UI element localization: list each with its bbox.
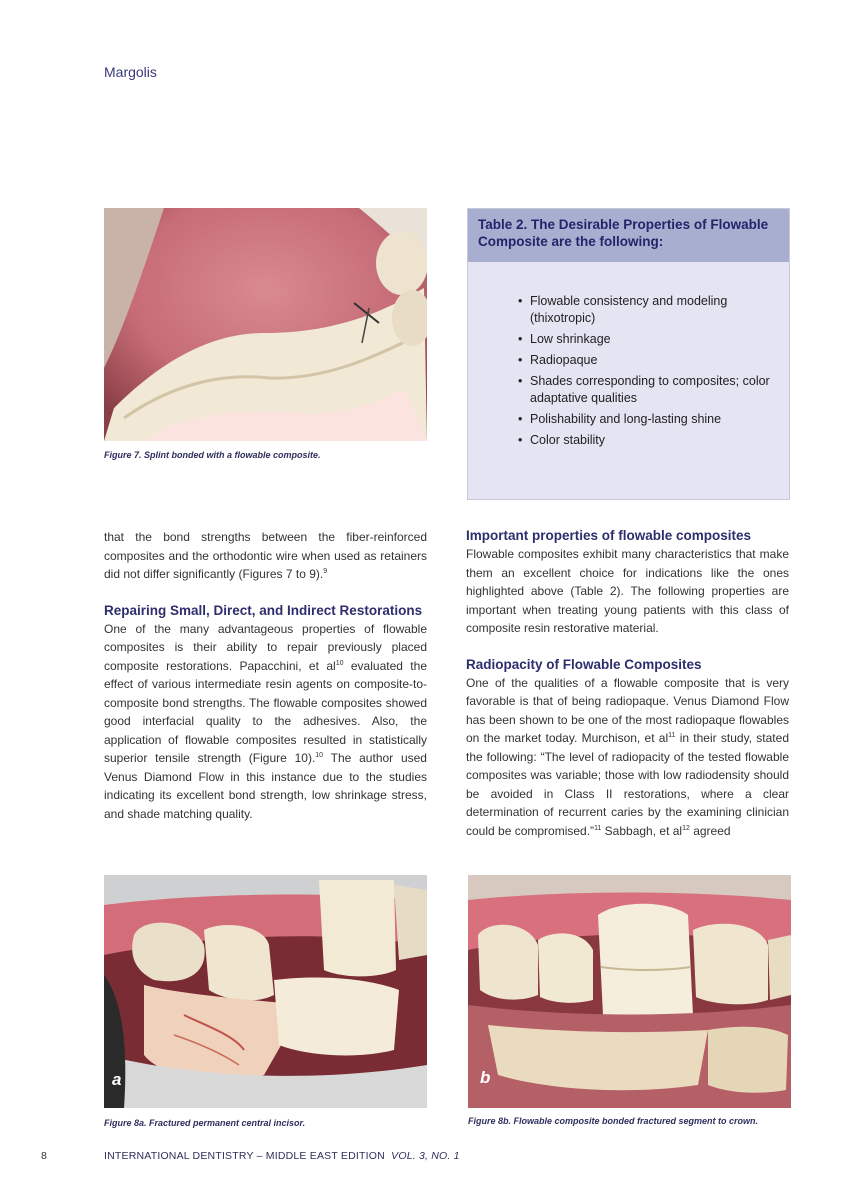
table-2-item: • Color stability [518, 432, 777, 449]
table-2-item: • Shades corresponding to composites; color adaptative qualities [518, 373, 777, 407]
figure-7-photo [104, 208, 427, 441]
section-heading: Important properties of flowable composites [466, 528, 752, 543]
table-2-item: • Radiopaque [518, 352, 777, 369]
table-2-title: Table 2. The Desirable Properties of Flowable Composite are the following: [468, 209, 789, 262]
page-number: 8 [41, 1150, 47, 1162]
figure-7-caption: Figure 7. Splint bonded with a flowable composite. [104, 450, 321, 460]
paragraph: Flowable composites exhibit many characteristics that make them an excellent choice for indications like the ones highlighted above (Table 2). The following properties are important when treating young patients with this class of composite resin restorative material. [466, 547, 789, 635]
figure-8b-photo [468, 875, 791, 1108]
journal-footer: INTERNATIONAL DENTISTRY – MIDDLE EAST EDITION VOL. 3, NO. 1 [104, 1150, 460, 1162]
paragraph: One of the qualities of a flowable composite that is very favorable is that of being radiopaque. Venus Diamond Flow has been shown to be one of the most radiopaque flowables on the market today. Murchison, et $al^{11}$ in their study, stated the following: “The level of radiopacity of the tested flowable composites was variable; those with low radiodensity should be avoided in Class II restorations, where a clear determination of recurrent caries by the examining clinician could be compromised.”$^{11}$ Sabbagh, et $al^{12}$ agreed [466, 675, 789, 838]
paragraph: One of the many advantageous properties of flowable composites is their ability to repair previously placed composite restorations. Papacchini, et $al^{10}$ evaluated the effect of various intermediate resin agents on composite-to-composite bond strengths. The flowable composites showed good interfacial quality to the adhesives. Also, the application of flowable composites resulted in statistically superior tensile strength (Figure 10).$^{10}$ The author used Venus Diamond Flow in this instance due to the studies indicating its excellent bond strength, low shrinkage stress, and shade matching quality. [104, 621, 427, 821]
table-2-box [467, 208, 790, 500]
paragraph: that the bond strengths between the fiber-reinforced composites and the orthodontic wire when used as retainers did not differ significantly (Figures 7 to 9).$^9$ [104, 530, 427, 581]
right-text-column [466, 527, 789, 840]
figure-8a-letter: a [112, 1070, 122, 1089]
figure-8b-caption: Figure 8b. Flowable composite bonded fractured segment to crown. [468, 1116, 759, 1126]
running-header-author: Margolis [104, 64, 157, 80]
figure-8b-letter: b [480, 1068, 491, 1087]
table-2-item: • Flowable consistency and modeling (thixotropic) [518, 293, 777, 327]
table-2-list [468, 293, 789, 449]
left-text-column [104, 528, 427, 823]
section-heading: Radiopacity of Flowable Composites [466, 656, 702, 672]
table-2-item: • Polishability and long-lasting shine [518, 411, 777, 428]
figure-8a-caption: Figure 8a. Fractured permanent central incisor. [104, 1118, 306, 1128]
table-2-item: • Low shrinkage [518, 331, 777, 348]
figure-8a-photo [104, 875, 427, 1108]
section-heading: Repairing Small, Direct, and Indirect Restorations [104, 602, 423, 618]
